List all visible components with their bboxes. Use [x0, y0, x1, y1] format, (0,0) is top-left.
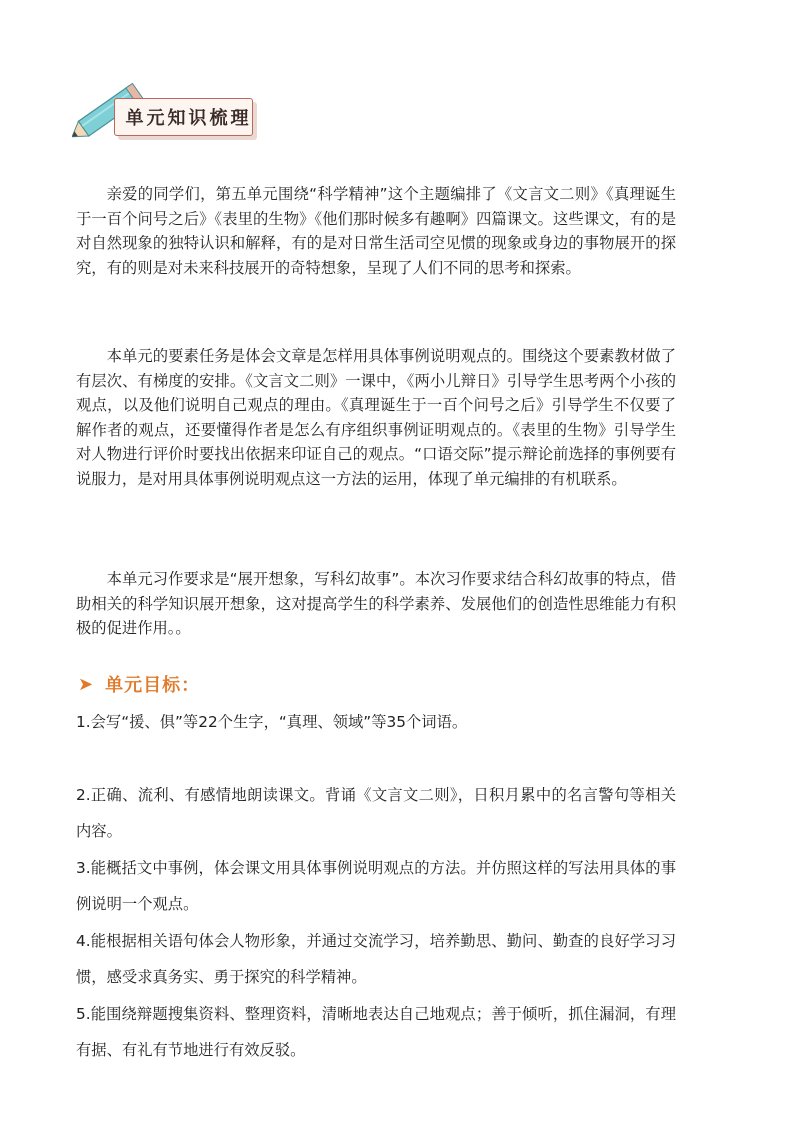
goal-item: 3.能概括文中事例，体会课文用具体事例说明观点的方法。并仿照这样的写法用具体的事例说明一个观点。 [76, 859, 676, 913]
goal-item: 1.会写“援、俱”等22个生字，“真理、领域”等35个词语。 [76, 713, 468, 731]
intro-paragraph: 亲爱的同学们，第五单元围绕“科学精神”这个主题编排了《文言文二则》《真理诞生于一百个问号之后》《表里的生物》《他们那时候多有趣啊》四篇课文。这些课文，有的是对自然现象的独特认识和解释，有的是对日常生活司空见惯的现象或身边的事物展开的探究，有的则是对未来科技展开的奇特想象，呈现了人们不同的思考和探索。 [76, 185, 676, 277]
section-banner [72, 70, 257, 140]
chevron-right-icon: ➤ [78, 673, 94, 695]
goal-item: 2.正确、流利、有感情地朗读课文。背诵《文言文二则》，日积月累中的名言警句等相关内容。 [76, 786, 676, 840]
banner-title-box [114, 98, 253, 136]
intro-paragraph: 本单元的要素任务是体会文章是怎样用具体事例说明观点的。围绕这个要素教材做了有层次、有梯度的安排。《文言文二则》一课中，《两小儿辩日》引导学生思考两个小孩的观点，以及他们说明自己观点的理由。《真理诞生于一百个问号之后》引导学生不仅要了解作者的观点，还要懂得作者是怎么有序组织事例证明观点的。《表里的生物》引导学生对人物进行评价时要找出依据来印证自己的观点。“口语交际”提示辩论前选择的事例要有说服力，是对用具体事例说明观点这一方法的运用，体现了单元编排的有机联系。 [76, 347, 676, 488]
goals-heading [78, 671, 200, 697]
page-title: 单元知识梳理 [125, 108, 252, 129]
intro-paragraph: 本单元习作要求是“展开想象，写科幻故事”。本次习作要求结合科幻故事的特点，借助相关的科学知识展开想象，这对提高学生的科学素养、发展他们的创造性思维能力有积极的促进作用。。 [76, 570, 676, 638]
goals-heading-label: 单元目标： [105, 675, 201, 696]
goal-item: 5.能围绕辩题搜集资料、整理资料，清晰地表达自己地观点；善于倾听，抓住漏洞，有理有据、有礼有节地进行有效反驳。 [76, 1005, 676, 1059]
goal-item: 4.能根据相关语句体会人物形象，并通过交流学习，培养勤思、勤问、勤查的良好学习习惯，感受求真务实、勇于探究的科学精神。 [76, 932, 676, 986]
